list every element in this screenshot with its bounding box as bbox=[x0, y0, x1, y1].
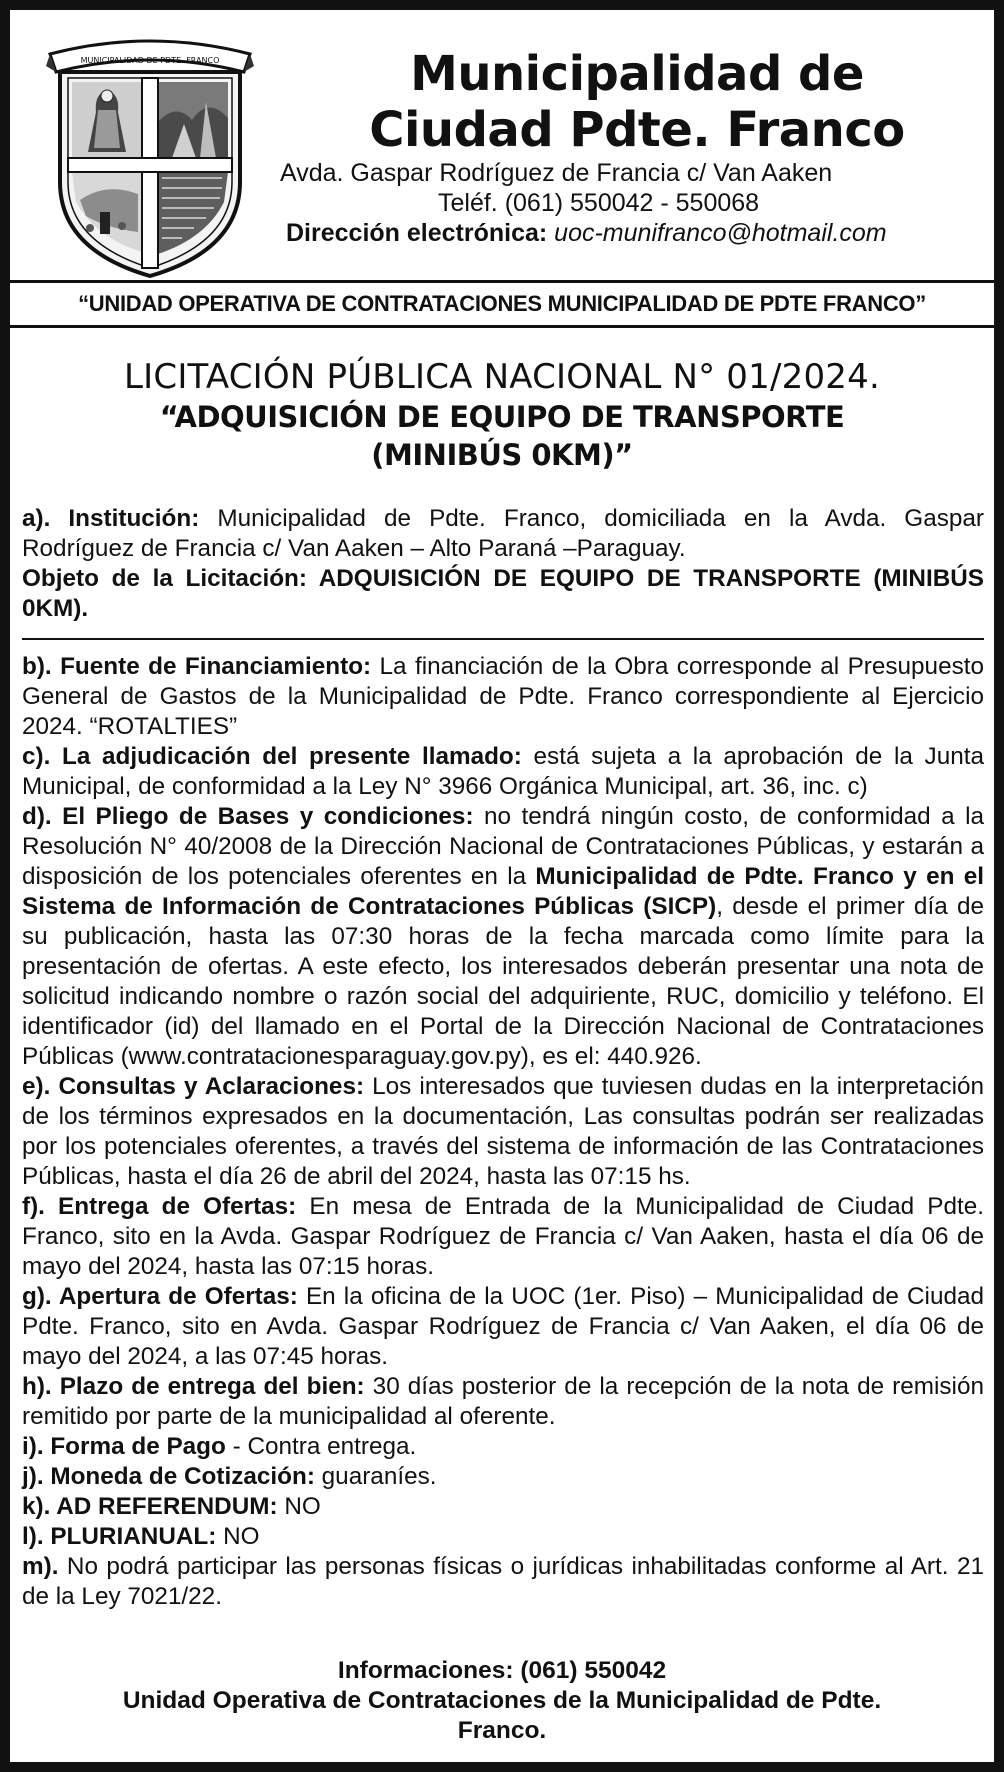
section-label: c). La adjudicación del presente llamado: bbox=[22, 743, 522, 770]
divider bbox=[22, 638, 984, 640]
section-m bbox=[22, 1552, 984, 1612]
uoc-banner: “UNIDAD OPERATIVA DE CONTRATACIONES MUNICIPALIDAD DE PDTE FRANCO” bbox=[10, 283, 994, 328]
section-text: En mesa de Entrada de la Municipalidad de Ciudad Pdte. Franco, sito en la Avda. Gaspar Rodríguez de Francia c/ Van Aaken, hasta el día 06 de mayo del 2024, hasta las 07:15 horas. bbox=[22, 1193, 984, 1280]
section-e bbox=[22, 1072, 984, 1192]
section-label: j). Moneda de Cotización: bbox=[22, 1463, 315, 1490]
section-text: Los interesados que tuviesen dudas en la interpretación de los términos expresados en la documentación, Las consultas podrán ser realizadas por los potenciales oferentes, a través del sistema de información de las Contrataciones Públicas, hasta el día 26 de abril del 2024, hasta las 07:15 hs. bbox=[22, 1073, 984, 1190]
contact-block bbox=[272, 158, 922, 248]
section-label: l). PLURIANUAL: bbox=[22, 1523, 217, 1550]
email-address: uoc-munifranco@hotmail.com bbox=[554, 219, 887, 247]
section-text: , desde el primer día de su publicación, hasta las 07:30 horas de la fecha marcada como límite para la presentación de ofertas. A este efecto, los interesados deberán presentar una nota de solicitud indicando nombre o razón social del adquiriente, RUC, domicilio y teléfono. El identificador (id) del llamado en el Portal de la Dirección Nacional de Contrataciones Públicas (www.contratacionesparaguay.gov.py), es el: 440.926. bbox=[22, 893, 984, 1070]
section-label: i). Forma de Pago bbox=[22, 1433, 226, 1460]
title-line-2: Ciudad Pdte. Franco bbox=[369, 102, 905, 158]
section-text: La financiación de la Obra corresponde al Presupuesto General de Gastos de la Municipalidad de Pdte. Franco correspondiente al Ejercicio 2024. “ROTALTIES” bbox=[22, 653, 984, 740]
section-f bbox=[22, 1192, 984, 1282]
section-k bbox=[22, 1492, 984, 1522]
section-c bbox=[22, 742, 984, 802]
objeto-text: Objeto de la Licitación: ADQUISICIÓN DE EQUIPO DE TRANSPORTE (MINIBÚS 0KM). bbox=[22, 565, 984, 622]
section-d bbox=[22, 802, 984, 1072]
footer-info-phone: Informaciones: (061) 550042 bbox=[337, 1657, 667, 1684]
section-label: k). AD REFERENDUM: bbox=[22, 1493, 278, 1520]
title-line-1: Municipalidad de bbox=[410, 46, 864, 102]
email-line bbox=[272, 218, 922, 248]
phone-line: Teléf. (061) 550042 - 550068 bbox=[438, 189, 760, 217]
section-text: En la oficina de la UOC (1er. Piso) – Municipalidad de Ciudad Pdte. Franco, sito en Avda. Gaspar Rodríguez de Francia c/ Van Aaken, el día 06 de mayo del 2024, a las 07:45 horas. bbox=[22, 1283, 984, 1370]
section-text: 30 días posterior de la recepción de la nota de remisión remitido por parte de la municipalidad al oferente. bbox=[22, 1373, 984, 1430]
section-label: h). Plazo de entrega del bien: bbox=[22, 1373, 365, 1400]
tender-number: LICITACIÓN PÚBLICA NACIONAL N° 01/2024. bbox=[124, 357, 880, 397]
section-text: - Contra entrega. bbox=[225, 1433, 417, 1460]
section-text: Municipalidad de Pdte. Franco, domiciliada en la Avda. Gaspar Rodríguez de Francia c/ Van Aaken – Alto Paraná –Paraguay. bbox=[22, 505, 984, 562]
section-text: guaraníes. bbox=[314, 1463, 437, 1490]
section-b bbox=[22, 652, 984, 742]
footer-unit-line-2: Franco. bbox=[457, 1717, 547, 1744]
section-label: f). Entrega de Ofertas: bbox=[22, 1193, 297, 1220]
municipal-crest-logo bbox=[46, 32, 254, 280]
tender-object-line-1: “ADQUISICIÓN DE EQUIPO DE TRANSPORTE bbox=[159, 400, 845, 434]
svg-text:MUNICIPALIDAD DE PDTE. FRANCO: MUNICIPALIDAD DE PDTE. FRANCO bbox=[80, 56, 220, 65]
municipality-title bbox=[300, 46, 974, 158]
section-g bbox=[22, 1282, 984, 1372]
section-label: d). El Pliego de Bases y condiciones: bbox=[22, 803, 474, 830]
email-label: Dirección electrónica: bbox=[286, 219, 548, 247]
section-text: NO bbox=[216, 1523, 260, 1550]
section-i bbox=[22, 1432, 984, 1462]
section-label: b). Fuente de Financiamiento: bbox=[22, 653, 372, 680]
section-label: g). Apertura de Ofertas: bbox=[22, 1283, 298, 1310]
header bbox=[10, 10, 994, 283]
section-j bbox=[22, 1462, 984, 1492]
footer bbox=[10, 1656, 994, 1746]
section-text: No podrá participar las personas físicas o jurídicas inhabilitadas conforme al Art. 21 de la Ley 7021/22. bbox=[22, 1553, 984, 1610]
section-text: no tendrá ningún costo, de conformidad a la Resolución N° 40/2008 de la Dirección Nacional de Contrataciones Públicas, y estarán a disposición de los potenciales oferentes en la bbox=[22, 803, 984, 890]
address-line: Avda. Gaspar Rodríguez de Francia c/ Van Aaken bbox=[280, 159, 833, 187]
section-emphasis: Municipalidad de Pdte. Franco y en el Sistema de Información de Contrataciones Públicas (SICP) bbox=[22, 863, 984, 920]
section-h bbox=[22, 1372, 984, 1432]
section-a bbox=[22, 504, 984, 564]
section-text: está sujeta a la aprobación de la Junta Municipal, de conformidad a la Ley N° 3966 Orgánica Municipal, art. 36, inc. c) bbox=[22, 743, 984, 800]
section-label: a). Institución: bbox=[22, 505, 200, 532]
section-label: e). Consultas y Aclaraciones: bbox=[22, 1073, 365, 1100]
footer-unit-line-1: Unidad Operativa de Contrataciones de la Municipalidad de Pdte. bbox=[122, 1687, 882, 1714]
section-text: NO bbox=[277, 1493, 321, 1520]
notice-body bbox=[22, 504, 984, 1612]
section-label: m). bbox=[22, 1553, 59, 1580]
tender-object-line-2: (MINIBÚS 0KM)” bbox=[371, 438, 633, 472]
section-l bbox=[22, 1522, 984, 1552]
tender-heading bbox=[10, 356, 994, 474]
section-objeto bbox=[22, 564, 984, 624]
